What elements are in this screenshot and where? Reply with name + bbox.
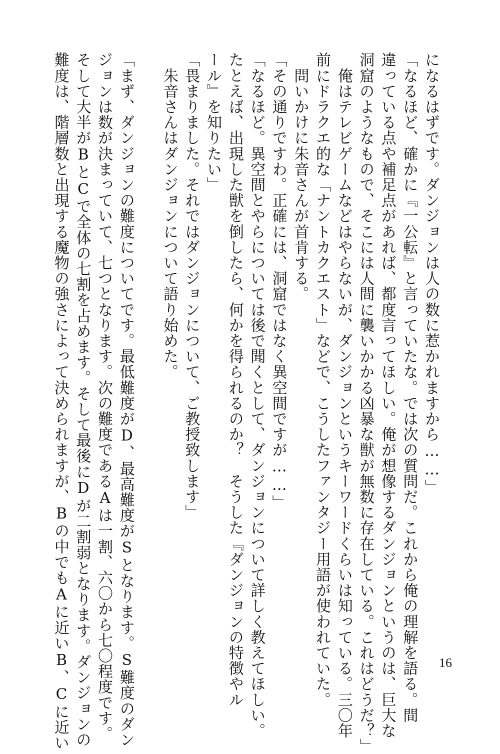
text-line: たとえば、出現した獣を倒したら、何かを得られるのか？ そうした『ダンジョンの特徴やル (226, 52, 245, 708)
blank-line (137, 52, 159, 638)
text-line: 「まず、ダンジョンの難度についてです。最低難度がD、最高難度がSとなります。S難度のダン (117, 52, 136, 748)
text-line: 問いかけに朱音さんが首肯する。 (292, 52, 311, 302)
text-line: 「その通りですわ。正確には、洞窟ではなく異空間ですが……」 (270, 52, 289, 511)
vertical-text-body (52, 52, 442, 754)
text-line: ール』を知りたい」 (205, 52, 224, 193)
text-line: ジョンは数が決まっていて、七つとなります。次の難度であるAは一割、六〇から七〇程度です。 (96, 52, 115, 742)
text-line: 難度は、階層数と出現する魔物の強さによって決められますが、Bの中でもAに近いB、Cに近い (52, 52, 71, 751)
text-line: 違っている点や補足点があれば、都度言ってほしい。俺が想像するダンジョンというのは、巨大な (379, 52, 398, 739)
text-line: 洞窟のようなもので、そこには人間に襲いかかる凶暴な獣が無数に存在している。これはどうだ？」 (357, 52, 376, 754)
text-line: 前にドラクエ的な「ナントカクエスト」などで、こうしたファンタジー用語が使われていた。 (314, 52, 333, 708)
text-line: 「なるほど。異空間とやらについては後で聞くとして、ダンジョンについて詳しく教えてほしい。 (248, 52, 267, 739)
text-line: 朱音さんはダンジョンについて語り始めた。 (161, 52, 180, 380)
text-line: 「畏まりました。それではダンジョンについて、ご教授致します」 (183, 52, 202, 520)
page-number: 16 (439, 655, 452, 670)
text-line: そして大半がBとCで全体の七割を占めます。そして最後にDが二割弱となります。ダンジョンの (74, 52, 93, 748)
text-line: になるはずです。ダンジョンは人の数に惹かれますから……」 (423, 52, 441, 495)
text-line: 「なるほど、確かに『一公転』と言っていたな。では次の質問だ。これから俺の理解を語る。間 (401, 52, 420, 723)
text-line: 俺はテレビゲームなどはやらないが、ダンジョンというキーワードくらいは知っている。三〇年 (335, 52, 354, 739)
